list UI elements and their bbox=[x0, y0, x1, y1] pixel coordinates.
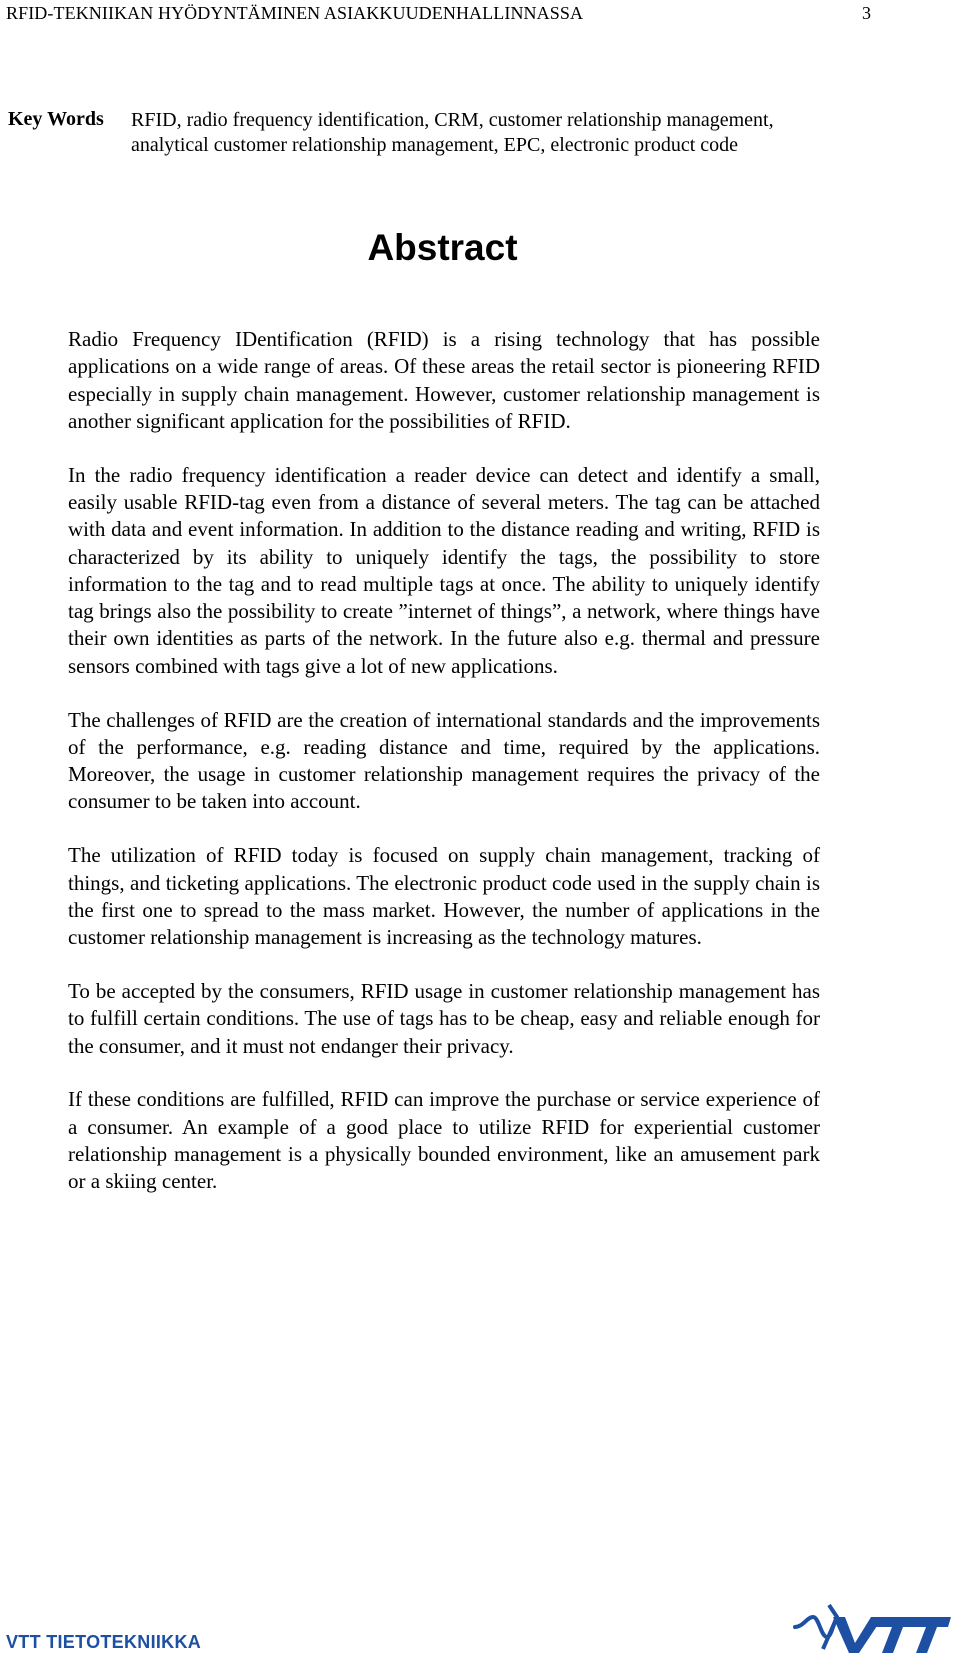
abstract-paragraph: The utilization of RFID today is focused on supply chain management, tracking of things, and ticketing applications. The electronic product code used in the supply chain is the first one to spread to the mass market. However, the number of applications in the customer relationship management is increasing as the technology matures. bbox=[68, 843, 820, 950]
footer-brand: VTT TIETOTEKNIIKKA bbox=[6, 1632, 202, 1652]
keywords-text: RFID, radio frequency identification, CRM, customer relationship management, analytical customer relationship management, EPC, electronic product code bbox=[131, 109, 774, 156]
abstract-body bbox=[68, 326, 820, 1222]
abstract-paragraph: In the radio frequency identification a reader device can detect and identify a small, easily usable RFID-tag even from a distance of several meters. The tag can be attached with data and event information. In addition to the distance reading and writing, RFID is characterized by its ability to uniquely identify the tags, the possibility to store information to the tag and to read multiple tags at once. The ability to uniquely identify tag brings also the possibility to create ”internet of things”, a network, where things have their own identities as parts of the network. In the future also e.g. thermal and pressure sensors combined with tags give a lot of new applications. bbox=[68, 462, 820, 678]
abstract-paragraph: If these conditions are fulfilled, RFID can improve the purchase or service experience of a consumer. An example of a good place to utilize RFID for experiential customer relationship management is a physically bounded environment, like an amusement park or a skiing center. bbox=[68, 1087, 820, 1194]
vtt-logo bbox=[793, 1587, 953, 1657]
abstract-title: Abstract bbox=[367, 227, 518, 268]
abstract-paragraph: To be accepted by the consumers, RFID usage in customer relationship management has to fulfill certain conditions. The use of tags has to be cheap, easy and reliable enough for the consumer, and it must not endanger their privacy. bbox=[68, 978, 820, 1058]
abstract-paragraph: The challenges of RFID are the creation of international standards and the improvements of the performance, e.g. reading distance and time, required by the applications. Moreover, the usage in customer relationship management requires the privacy of the consumer to be taken into account. bbox=[68, 707, 820, 814]
keywords-label: Key Words bbox=[8, 108, 104, 130]
running-header: RFID-TEKNIIKAN HYÖDYNTÄMINEN ASIAKKUUDENHALLINNASSA bbox=[6, 3, 584, 23]
abstract-paragraph: Radio Frequency IDentification (RFID) is a rising technology that has possible applications on a wide range of areas. Of these areas the retail sector is pioneering RFID especially in supply chain management. However, customer relationship management is another significant application for the possibilities of RFID. bbox=[68, 327, 820, 433]
page-number: 3 bbox=[862, 3, 871, 23]
